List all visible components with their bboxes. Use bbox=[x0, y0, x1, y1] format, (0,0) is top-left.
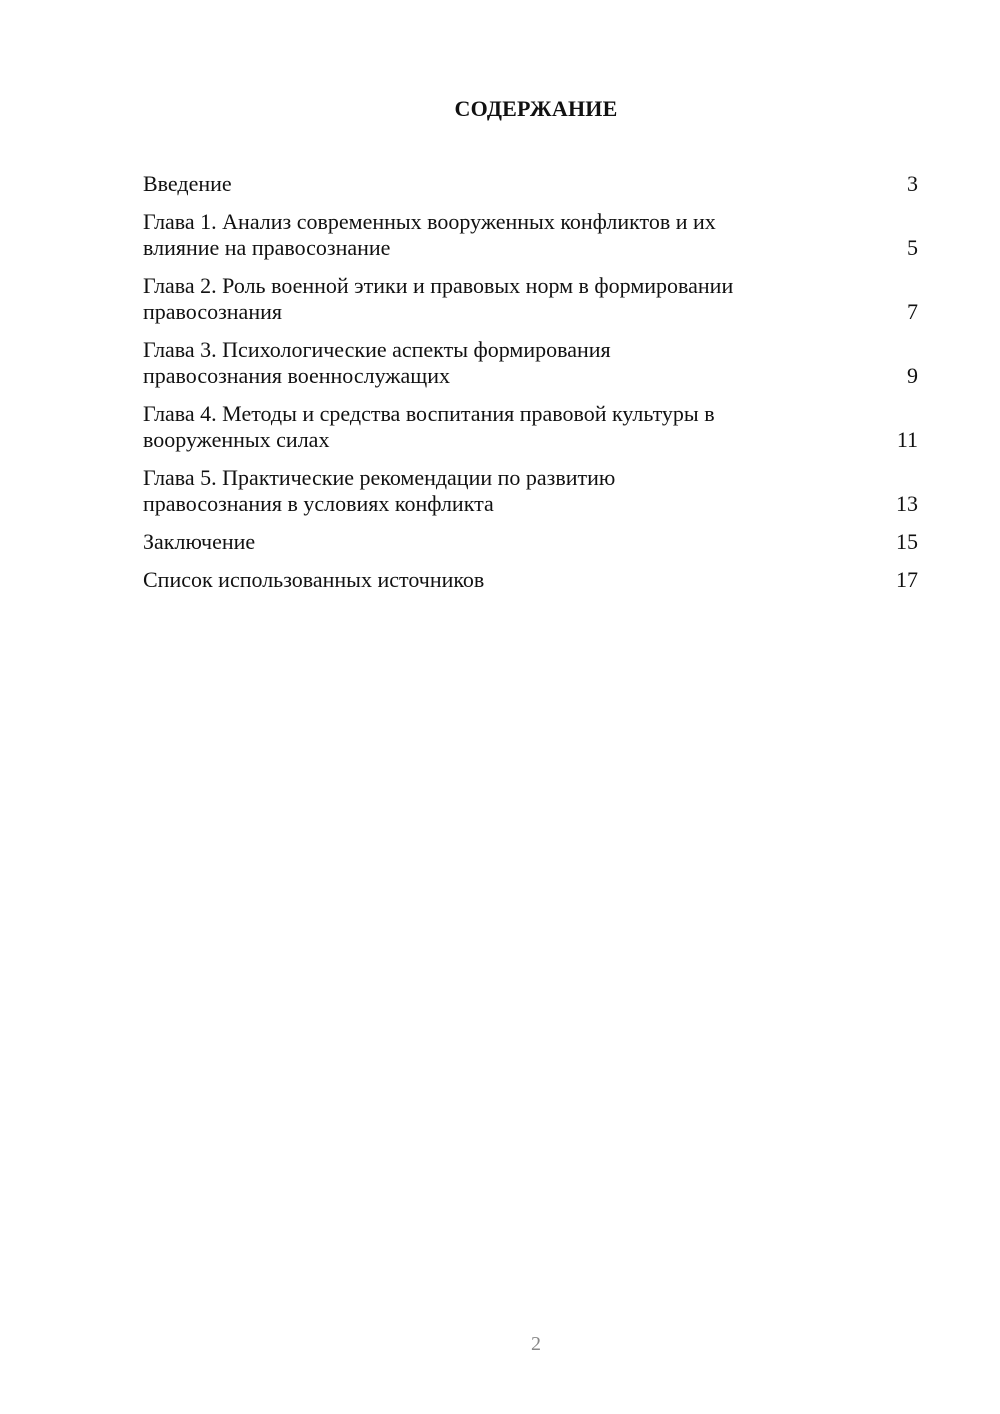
toc-entry-chapter-4 bbox=[143, 401, 918, 453]
page-number: 2 bbox=[531, 1333, 541, 1355]
toc-entry-references bbox=[143, 567, 918, 593]
toc-list bbox=[143, 171, 918, 605]
toc-entry-label: Список использованных источников bbox=[143, 567, 485, 592]
toc-entry-chapter-1 bbox=[143, 209, 918, 261]
toc-title: СОДЕРЖАНИЕ bbox=[454, 96, 618, 121]
toc-entry-label: Глава 5. Практические рекомендации по развитию правосознания в условиях конфликта bbox=[143, 465, 616, 516]
toc-entry-chapter-5 bbox=[143, 465, 918, 517]
toc-entry-page: 13 bbox=[896, 491, 918, 516]
toc-entry-chapter-2 bbox=[143, 273, 918, 325]
toc-entry-page: 5 bbox=[907, 235, 918, 260]
toc-entry-page: 15 bbox=[896, 529, 918, 554]
toc-entry-page: 7 bbox=[907, 299, 918, 324]
toc-entry-page: 11 bbox=[896, 427, 918, 452]
toc-entry-label: Глава 4. Методы и средства воспитания правовой культуры в вооруженных силах bbox=[143, 401, 715, 452]
toc-entry-page: 3 bbox=[907, 171, 918, 196]
toc-entry-label: Глава 1. Анализ современных вооруженных конфликтов и их влияние на правосознание bbox=[143, 209, 716, 260]
toc-entry-conclusion bbox=[143, 529, 918, 555]
toc-entry-chapter-3 bbox=[143, 337, 918, 389]
toc-entry-page: 9 bbox=[907, 363, 918, 388]
toc-entry-label: Глава 3. Психологические аспекты формирования правосознания военнослужащих bbox=[143, 337, 611, 388]
toc-entry-page: 17 bbox=[896, 567, 918, 592]
toc-entry-label: Заключение bbox=[143, 529, 256, 554]
toc-entry-label: Введение bbox=[143, 171, 232, 196]
toc-entry-label: Глава 2. Роль военной этики и правовых норм в формировании правосознания bbox=[143, 273, 734, 324]
toc-entry-introduction bbox=[143, 171, 918, 197]
